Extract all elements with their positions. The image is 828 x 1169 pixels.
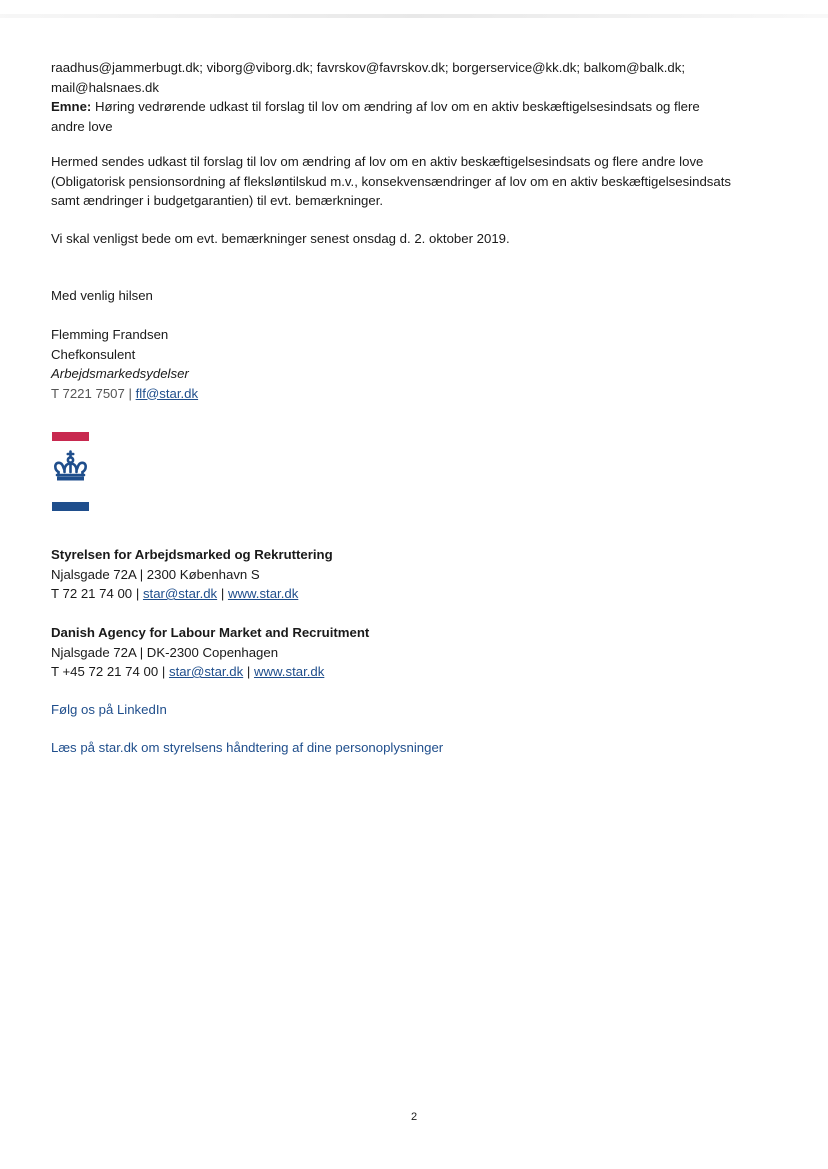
subject-line-2: andre love [51,118,113,134]
agency-danish-block [51,545,333,604]
signature-phone: T 7221 7507 [51,385,125,401]
linkedin-link[interactable]: Følg os på LinkedIn [51,702,167,717]
crown-icon [52,450,89,484]
paragraph-2: Vi skal venligst bede om evt. bemærkninger senest onsdag d. 2. oktober 2019. [51,231,510,246]
logo-top-bar [52,432,89,441]
signature-email-link[interactable]: flf@star.dk [135,385,199,401]
paragraph-1-line-3: samt ændringer i budgetgarantien) til evt. bemærkninger. [51,193,384,208]
separator: | [246,664,251,679]
greeting: Med venlig hilsen [51,288,153,303]
agency-english-block [51,623,369,682]
agency-english-address: Njalsgade 72A | DK-2300 Copenhagen [51,644,279,660]
page-number: 2 [410,1111,418,1123]
email-header [51,58,700,136]
agency-english-name: Danish Agency for Labour Market and Recruitment [51,625,370,640]
agency-english-contact [51,662,369,682]
logo-bottom-bar [52,502,89,511]
agency-english-website-link[interactable]: www.star.dk [253,664,325,679]
separator: | [161,664,166,679]
body-paragraph-2 [51,229,510,249]
agency-danish-contact [51,584,333,604]
greeting-block [51,286,153,306]
signature-department: Arbejdsmarkedsydelser [51,366,189,381]
privacy-link[interactable]: Læs på star.dk om styrelsens håndtering af dine personoplysninger [51,740,444,755]
agency-logo [52,432,89,512]
body-paragraph-1 [51,152,731,211]
separator: | [128,385,132,401]
subject-text: Høring vedrørende udkast til forslag til lov om ændring af lov om en aktiv beskæftigelsesindsats og flere [94,99,700,114]
subject-line-1 [51,97,700,117]
separator: | [220,586,225,601]
subject-label: Emne: [51,99,92,114]
agency-danish-email-link[interactable]: star@star.dk [142,586,218,601]
agency-english-phone: T +45 72 21 74 00 [51,664,159,679]
signature-block [51,325,198,403]
linkedin-block [51,700,167,720]
paragraph-1-line-2: (Obligatorisk pensionsordning af fleksløntilskud m.v., konsekvensændringer af lov om en aktiv beskæftigelsesindsats [51,173,731,189]
separator: | [135,586,140,601]
agency-english-email-link[interactable]: star@star.dk [168,664,244,679]
agency-danish-name: Styrelsen for Arbejdsmarked og Rekruttering [51,547,333,562]
recipients-line-1: raadhus@jammerbugt.dk; viborg@viborg.dk; favrskov@favrskov.dk; borgerservice@kk.dk; balkom@balk.dk; [51,60,685,75]
agency-danish-address: Njalsgade 72A | 2300 København S [51,566,260,582]
agency-danish-phone: T 72 21 74 00 [51,586,133,601]
signature-contact [51,384,198,404]
privacy-block [51,738,443,758]
agency-danish-website-link[interactable]: www.star.dk [227,586,299,601]
recipients-line-2: mail@halsnaes.dk [51,79,159,95]
signature-title: Chefkonsulent [51,346,136,362]
signature-name: Flemming Frandsen [51,327,169,342]
scan-edge-line [0,14,828,18]
paragraph-1-line-1: Hermed sendes udkast til forslag til lov om ændring af lov om en aktiv beskæftigelsesindsats og flere andre love [51,154,704,169]
